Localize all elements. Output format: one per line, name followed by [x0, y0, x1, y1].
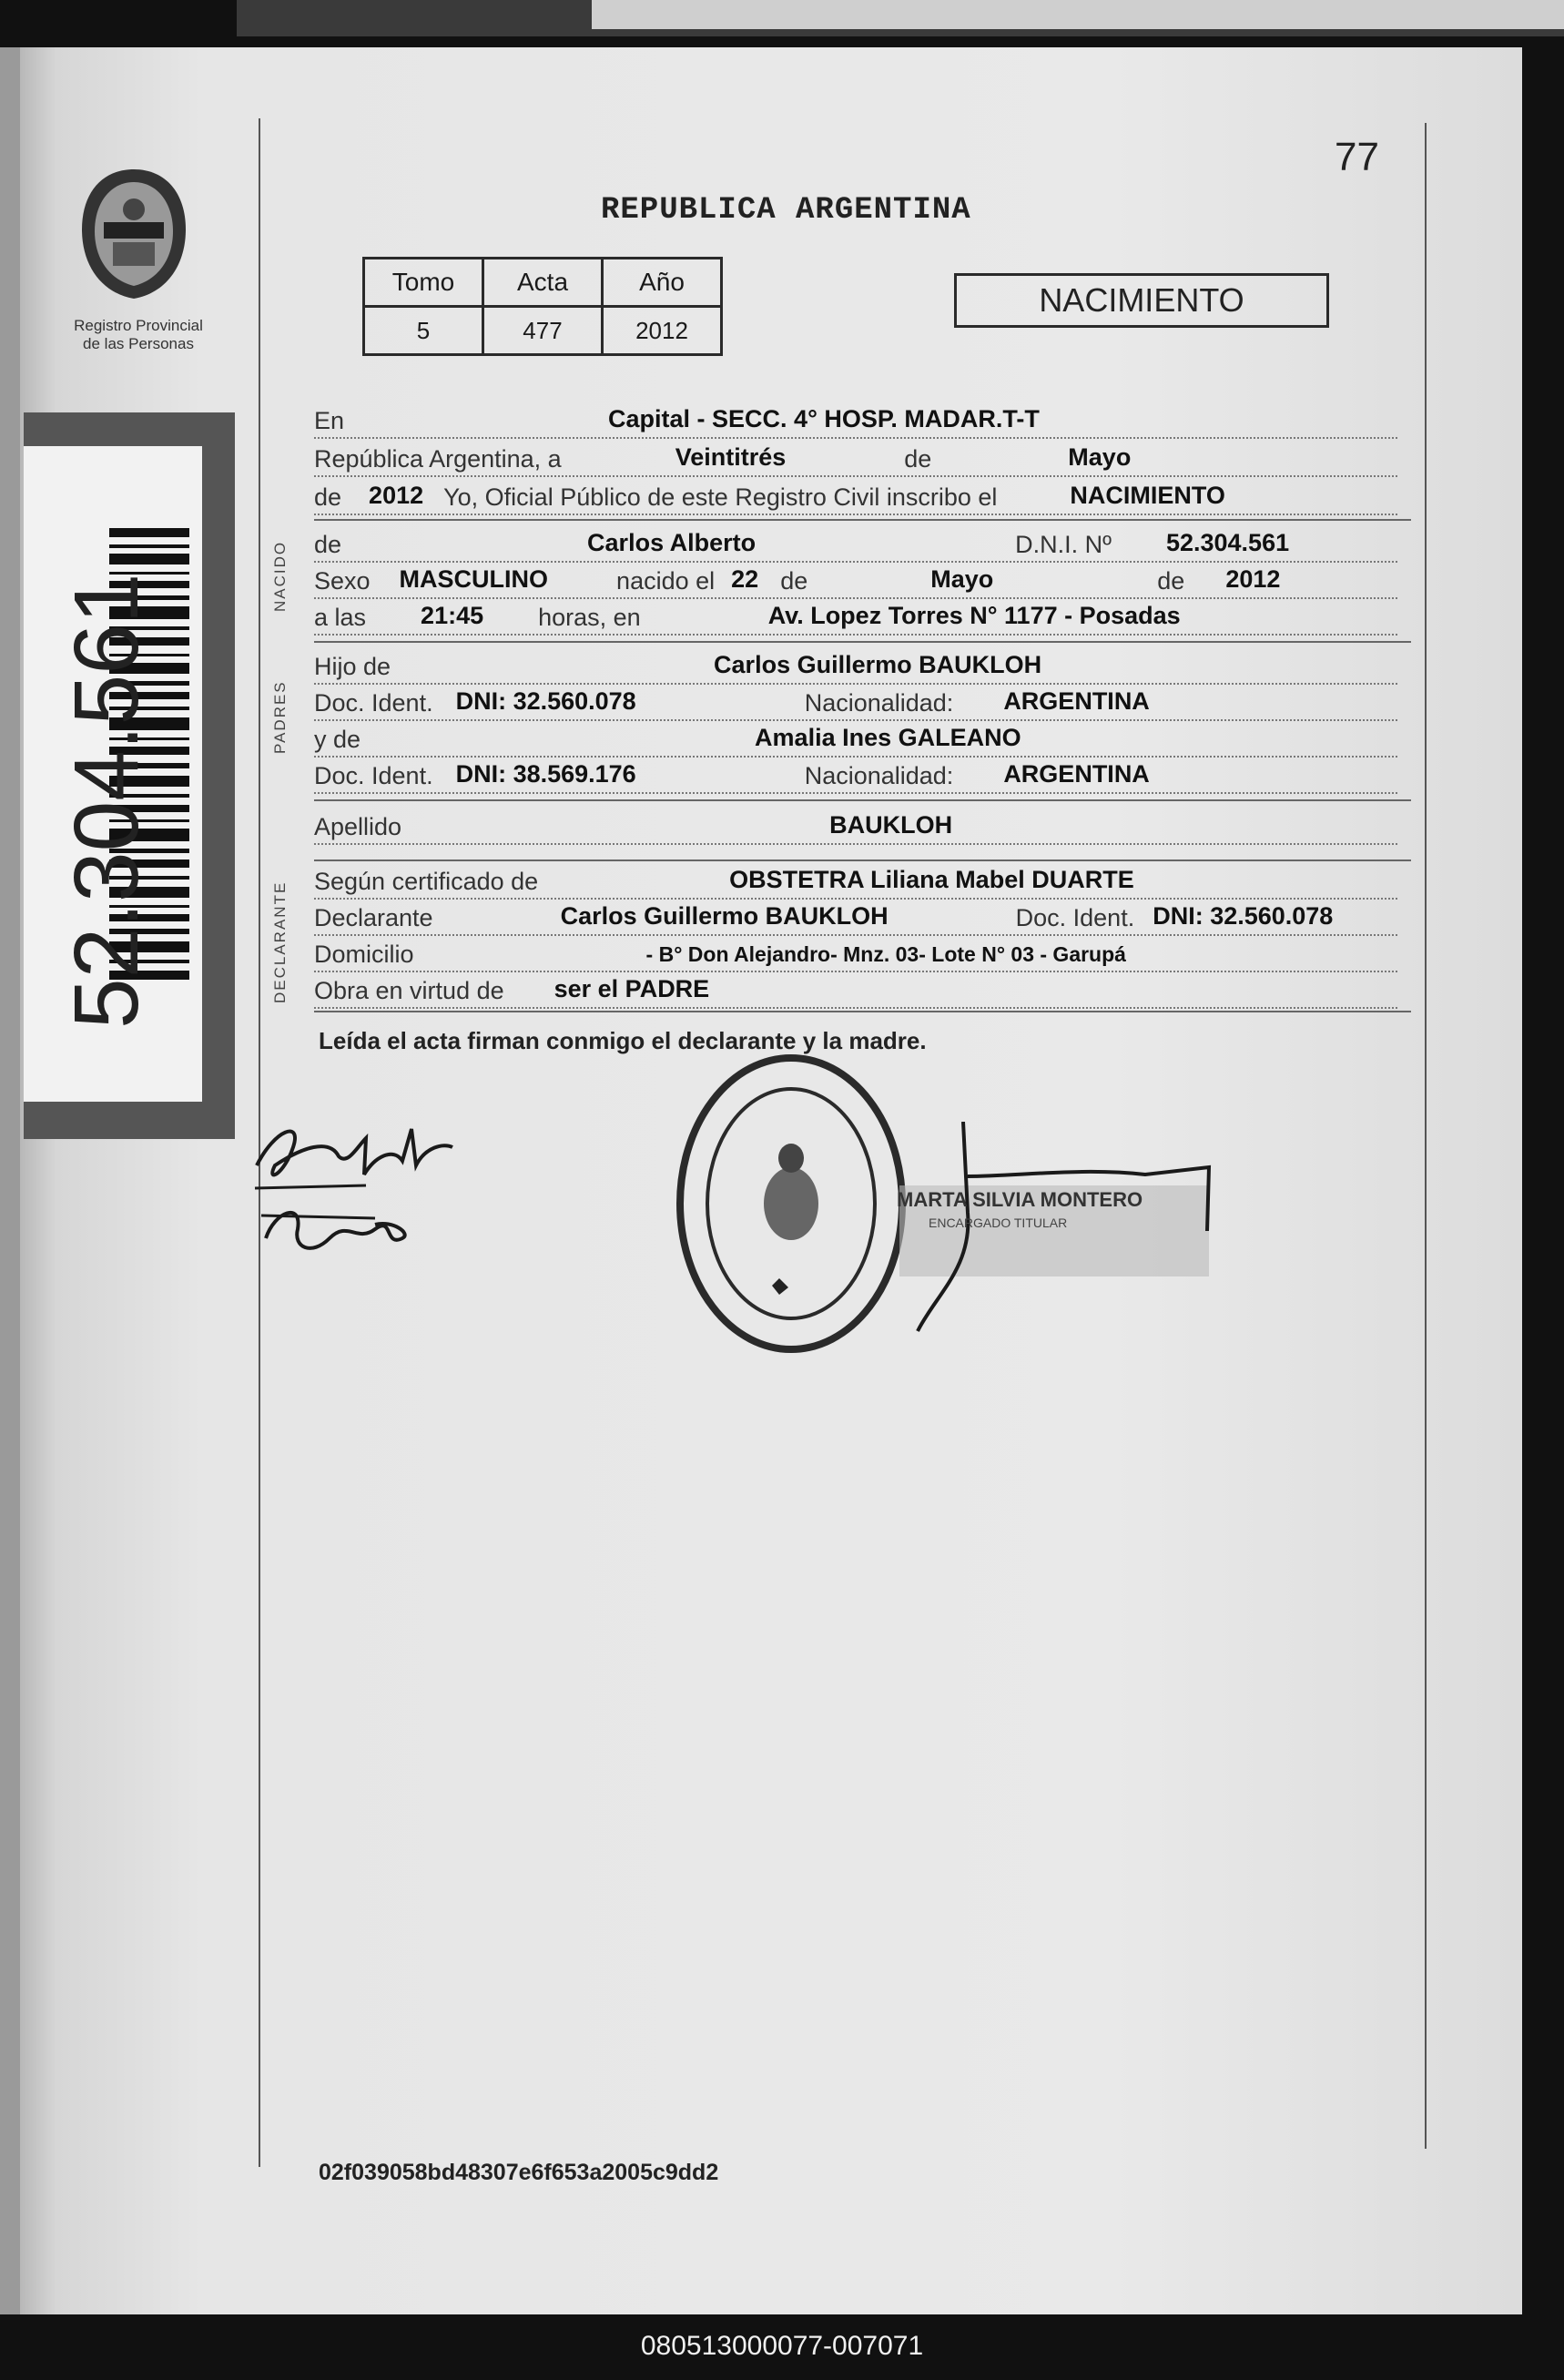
record-type-box: NACIMIENTO — [954, 273, 1329, 328]
label-republica: República Argentina, a — [314, 445, 562, 473]
label-de-anio: de — [314, 483, 342, 511]
value-en: Capital - SECC. 4° HOSP. MADAR.T-T — [608, 405, 1040, 432]
label-padre-nac: Nacionalidad: — [804, 689, 954, 717]
label-horas-en: horas, en — [538, 604, 641, 631]
label-certificado: Según certificado de — [314, 868, 539, 895]
label-nacido-el: nacido el — [616, 567, 716, 595]
value-declarante: Carlos Guillermo BAUKLOH — [560, 902, 889, 930]
header-anio: Año — [603, 259, 722, 307]
value-anio-nac: 2012 — [1225, 565, 1281, 593]
value-mes-nac: Mayo — [930, 565, 994, 593]
logo-caption — [56, 317, 220, 353]
label-hijo-de: Hijo de — [314, 653, 391, 680]
value-madre-doc: DNI: 38.569.176 — [455, 760, 636, 788]
label-y-de: y de — [314, 726, 361, 753]
footer-id: 080513000077-007071 — [640, 2331, 924, 2361]
header-acta: Acta — [483, 259, 603, 307]
value-padre: Carlos Guillermo BAUKLOH — [714, 651, 1042, 678]
section-rule-apellido — [314, 799, 1411, 801]
registry-table — [362, 257, 723, 356]
label-nacido-de: de — [314, 531, 342, 558]
value-obra: ser el PADRE — [553, 975, 710, 1002]
label-padre-doc: Doc. Ident. — [314, 689, 433, 717]
label-dni: D.N.I. Nº — [1015, 531, 1112, 558]
value-padre-doc: DNI: 32.560.078 — [455, 687, 636, 715]
value-acta: 477 — [483, 307, 603, 355]
label-de-mes: de — [904, 445, 932, 473]
row-nacido-hora — [314, 597, 1397, 636]
section-label-nacido: NACIDO — [271, 540, 289, 612]
label-de-3: de — [1157, 567, 1185, 595]
value-tomo: 5 — [364, 307, 483, 355]
value-madre: Amalia Ines GALEANO — [755, 724, 1021, 751]
value-domicilio: - B° Don Alejandro- Mnz. 03- Lote N° 03 - Garupá — [645, 942, 1126, 966]
provincial-seal-icon — [75, 166, 193, 302]
logo-caption-line2: de las Personas — [83, 335, 194, 352]
row-madre-doc — [314, 756, 1397, 794]
registry-table-header — [364, 259, 722, 307]
section-label-padres: PADRES — [271, 680, 289, 754]
label-domicilio: Domicilio — [314, 941, 414, 968]
label-declarante: Declarante — [314, 904, 433, 931]
closing-statement: Leída el acta firman conmigo el declarante y la madre. — [319, 1027, 927, 1054]
value-sexo: MASCULINO — [399, 565, 549, 593]
right-margin-rule — [1425, 123, 1427, 2149]
label-madre-nac: Nacionalidad: — [804, 762, 954, 789]
label-en: En — [314, 407, 345, 434]
section-rule-padres — [314, 641, 1411, 643]
value-lugar: Av. Lopez Torres N° 1177 - Posadas — [767, 602, 1181, 629]
logo-caption-line1: Registro Provincial — [74, 317, 203, 334]
value-declarante-doc: DNI: 32.560.078 — [1153, 902, 1334, 930]
official-title: ENCARGADO TITULAR — [929, 1215, 1068, 1230]
row-certificado — [314, 861, 1397, 900]
row-domicilio — [314, 934, 1397, 972]
label-declarante-doc: Doc. Ident. — [1015, 904, 1135, 931]
section-rule-end — [314, 1011, 1411, 1012]
value-dia: Veintitrés — [675, 443, 787, 471]
row-declarante — [314, 898, 1397, 936]
row-padre-doc — [314, 683, 1397, 721]
label-sexo: Sexo — [314, 567, 371, 595]
value-certificado: OBSTETRA Liliana Mabel DUARTE — [729, 866, 1134, 893]
value-dni: 52.304.561 — [1165, 529, 1290, 556]
row-obra — [314, 971, 1397, 1009]
value-inscribo: NACIMIENTO — [1070, 482, 1225, 509]
value-hora: 21:45 — [421, 602, 484, 629]
value-anio: 2012 — [603, 307, 722, 355]
row-fecha — [314, 439, 1397, 477]
row-nacido-nombre — [314, 524, 1397, 563]
value-dia-nac: 22 — [731, 565, 759, 593]
registry-stamp-icon — [672, 1049, 910, 1358]
section-label-declarante: DECLARANTE — [271, 880, 289, 1003]
value-anio: 2012 — [369, 482, 424, 509]
row-hijo-de — [314, 646, 1397, 685]
value-nombre: Carlos Alberto — [587, 529, 757, 556]
row-apellido — [314, 807, 1397, 845]
registry-table-values — [364, 307, 722, 355]
label-apellido: Apellido — [314, 813, 402, 840]
label-obra: Obra en virtud de — [314, 977, 504, 1004]
official-name: MARTA SILVIA MONTERO — [897, 1188, 1143, 1211]
section-rule-nacido — [314, 519, 1411, 521]
declarante-signature-icon — [248, 1111, 466, 1275]
page-title: REPUBLICA ARGENTINA — [601, 193, 971, 228]
row-en — [314, 401, 1397, 439]
value-madre-nac: ARGENTINA — [1003, 760, 1150, 788]
header-tomo: Tomo — [364, 259, 483, 307]
label-alas: a las — [314, 604, 367, 631]
document-hash: 02f039058bd48307e6f653a2005c9dd2 — [319, 2160, 719, 2185]
official-signature-icon — [881, 1122, 1218, 1340]
barcode-number: 52.304.561 — [56, 573, 157, 1029]
label-madre-doc: Doc. Ident. — [314, 762, 433, 789]
page-number: 77 — [1335, 135, 1379, 179]
inscribo-text: Yo, Oficial Público de este Registro Civil inscribo el — [443, 483, 998, 511]
book-binding-edge — [0, 47, 22, 2314]
value-apellido: BAUKLOH — [829, 811, 953, 839]
row-nacido-sexo — [314, 561, 1397, 599]
row-inscribo — [314, 477, 1397, 515]
label-de-2: de — [780, 567, 808, 595]
value-padre-nac: ARGENTINA — [1003, 687, 1150, 715]
scan-next-page-edge — [592, 0, 1564, 29]
row-y-de — [314, 719, 1397, 758]
value-mes: Mayo — [1068, 443, 1132, 471]
